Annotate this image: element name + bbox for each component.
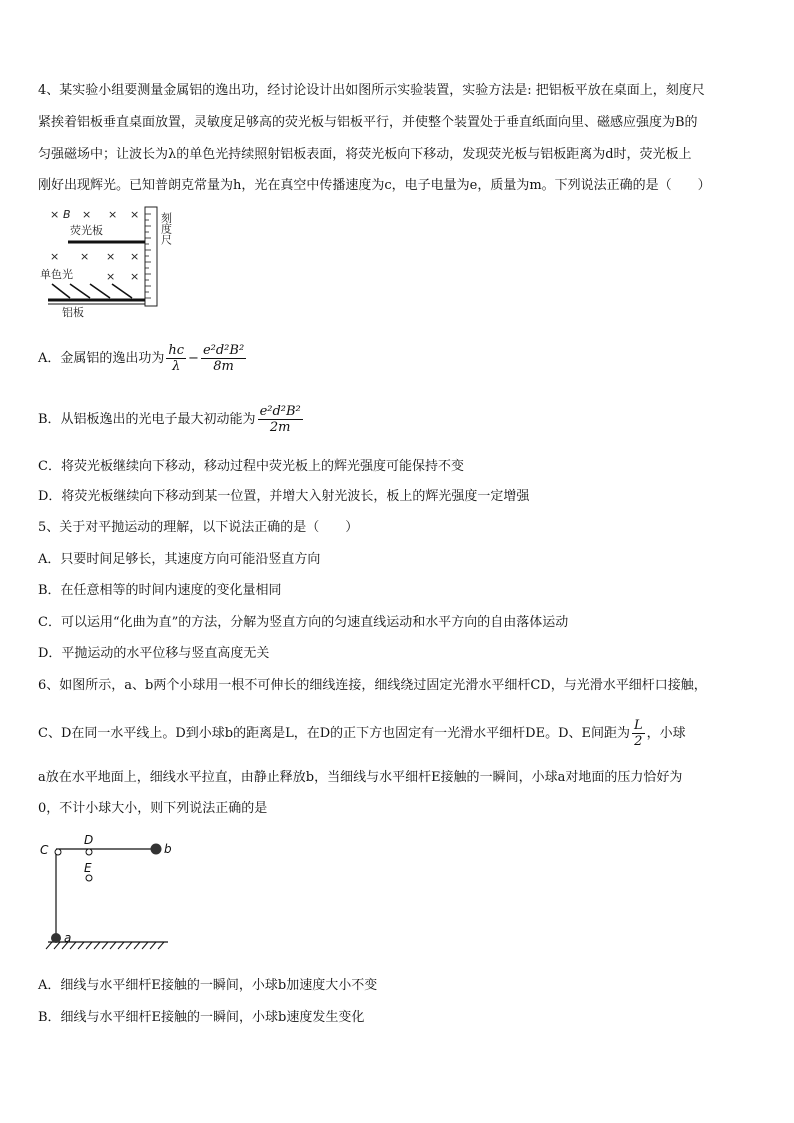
q4-stem-line-4: 刚好出现辉光。已知普朗克常量为h，光在真空中传播速度为c，电子电量为e，质量为m。下列说法正确的是（ ） (38, 178, 711, 193)
rod-c (55, 849, 61, 855)
ball-b (151, 844, 162, 855)
b-field-cross: × (80, 250, 90, 263)
q4-stem-line-1: 4、某实验小组要测量金属铝的逸出功，经讨论设计出如图所示实验装置，实验方法是: 把铝板平放在桌面上，刻度尺 (38, 83, 705, 98)
b-field-cross: × (106, 250, 116, 263)
q5-option-d[interactable]: D．平抛运动的水平位移与竖直高度无关 (38, 646, 270, 661)
q4-option-a-text: A．金属铝的逸出功为 (38, 351, 165, 366)
plate-label: 铝板 (62, 306, 84, 319)
label-d: D (84, 833, 94, 847)
rod-e (86, 875, 92, 881)
label-a: a (64, 931, 72, 945)
q4-stem-line-3: 匀强磁场中；让波长为λ的单色光持续照射铝板表面，将荧光板向下移动，发现荧光板与铝板距离为d时，荧光板上 (38, 147, 692, 162)
ball-a (51, 933, 61, 943)
label-e: E (84, 861, 92, 875)
q6-stem-line-1: 6、如图所示，a、b两个小球用一根不可伸长的细线连接，细线绕过固定光滑水平细杆CD，与光滑水平细杆口接触， (38, 678, 707, 693)
b-field-label: B (63, 208, 71, 221)
q6-stem-line-3: a放在水平地面上，细线水平拉直，由静止释放b，当细线与水平细杆E接触的一瞬间，小球a对地面的压力恰好为 (38, 770, 683, 785)
minus-sign: − (188, 351, 199, 366)
q6-stem-line-2: C、D在同一水平线上。D到小球b的距离是L，在D的正下方也固定有一光滑水平细杆DE。D、E间距为 $\frac{L}{2}$ ，小球 (38, 718, 686, 749)
q4-option-a[interactable] (38, 343, 248, 374)
q5-option-c[interactable]: C．可以运用“化曲为直”的方法，分解为竖直方向的匀速直线运动和水平方向的自由落体运动 (38, 615, 569, 630)
fraction-e2d2b2-over-2m: $\frac{\text{e²d²B²}}{2m}$ (259, 404, 301, 435)
rod-d (86, 849, 92, 855)
b-field-cross: × (130, 208, 140, 221)
q6-option-a[interactable]: A．细线与水平细杆E接触的一瞬间，小球b加速度大小不变 (38, 978, 378, 993)
fraction-l-over-2: $\frac{L}{2}$ (634, 718, 643, 749)
b-field-cross: × (108, 208, 118, 221)
q6-stem-line-4: 0，不计小球大小，则下列说法正确的是 (38, 801, 268, 816)
b-field-cross: × (130, 250, 140, 263)
q4-apparatus-figure (40, 204, 190, 322)
q5-option-a[interactable]: A．只要时间足够长，其速度方向可能沿竖直方向 (38, 552, 321, 567)
q5-option-b[interactable]: B．在任意相等的时间内速度的变化量相同 (38, 583, 282, 598)
light-label: 单色光 (40, 268, 73, 281)
q5-stem: 5、关于对平抛运动的理解，以下说法正确的是（ ） (38, 520, 359, 535)
screen-label: 荧光板 (70, 224, 103, 237)
b-field-cross: × (50, 208, 60, 221)
fraction-hc-over-lambda: $\frac{hc}{\lambda}$ (168, 343, 185, 374)
q4-option-b-text: B．从铝板逸出的光电子最大初动能为 (38, 412, 256, 427)
q4-option-c[interactable]: C．将荧光板继续向下移动，移动过程中荧光板上的辉光强度可能保持不变 (38, 459, 464, 474)
ruler-label: 刻度尺 (159, 212, 173, 245)
label-b: b (164, 842, 172, 856)
b-field-cross: × (130, 270, 140, 283)
label-c: C (40, 843, 49, 857)
b-field-cross: × (82, 208, 92, 221)
q6-rod-ball-figure (38, 832, 178, 954)
q4-option-b[interactable] (38, 404, 305, 435)
b-field-cross: × (50, 250, 60, 263)
fraction-e2d2b2-over-8m: $\frac{\text{e²d²B²}}{8m}$ (202, 343, 245, 374)
q6-option-b[interactable]: B．细线与水平细杆E接触的一瞬间，小球b速度发生变化 (38, 1010, 365, 1025)
q4-stem-line-2: 紧挨着铝板垂直桌面放置，灵敏度足够高的荧光板与铝板平行，并使整个装置处于垂直纸面向里、磁感应强度为B的 (38, 115, 698, 130)
q4-option-d[interactable]: D．将荧光板继续向下移动到某一位置，并增大入射光波长，板上的辉光强度一定增强 (38, 489, 530, 504)
b-field-cross: × (106, 270, 116, 283)
